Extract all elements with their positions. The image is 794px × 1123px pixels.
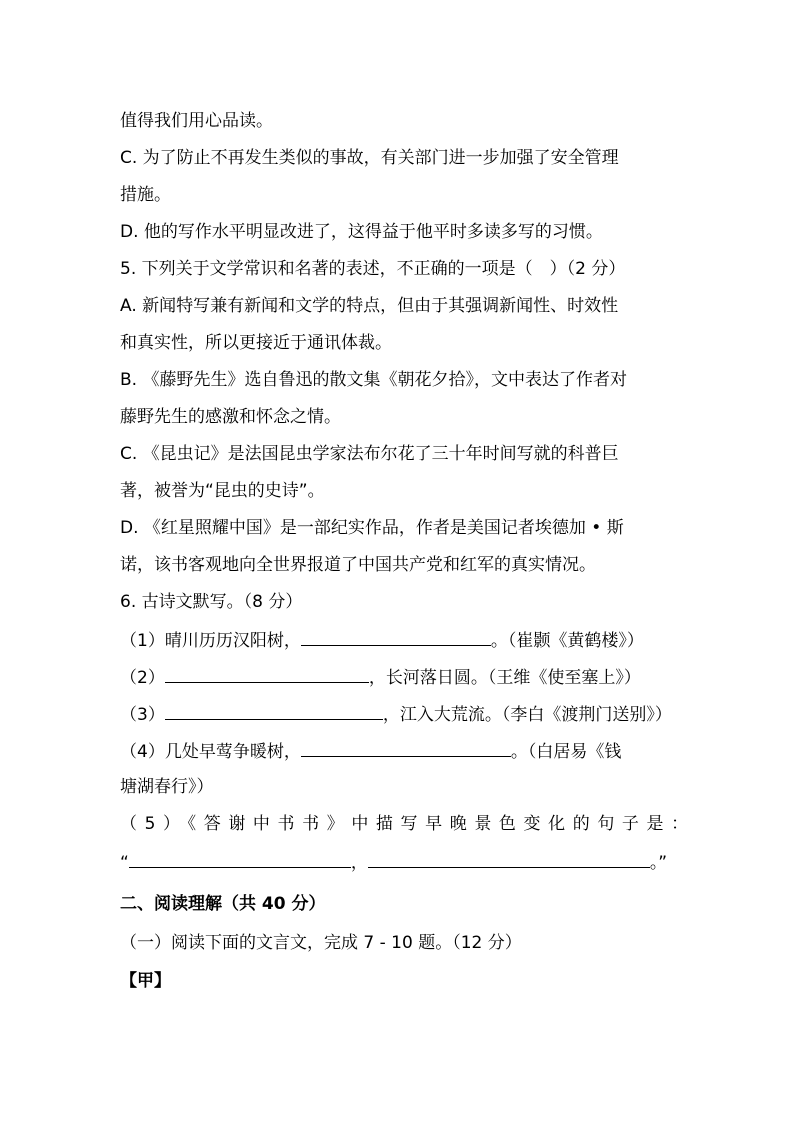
q6-item-4-prefix: （4）几处早莺争暖树，: [120, 742, 301, 762]
answer-blank[interactable]: [165, 664, 369, 683]
question-6: 6. 古诗文默写。（8 分）: [120, 592, 303, 612]
text-line: 藤野先生的感激和怀念之情。: [120, 407, 341, 427]
option-b-q5: B. 《藤野先生》选自鲁迅的散文集《朝花夕拾》，文中表达了作者对: [120, 370, 627, 390]
answer-blank[interactable]: [301, 738, 511, 757]
option-a-q5: A. 新闻特写兼有新闻和文学的特点，但由于其强调新闻性、时效性: [120, 296, 619, 316]
q6-item-5: （5）《答谢中书书》中描写早晚景色变化的句子是：: [120, 814, 696, 834]
q6-item-3-prefix: （3）: [120, 705, 165, 725]
q6-item-1-prefix: （1）晴川历历汉阳树，: [120, 631, 301, 651]
q6-item-1: [120, 627, 680, 653]
q6-item-3: [120, 701, 680, 727]
q6-item-3-suffix: ，江入大荒流。（李白《渡荆门送别》）: [382, 705, 672, 725]
q6-item-4-continued: 塘湖春行》）: [120, 777, 214, 797]
question-5: 5. 下列关于文学常识和名著的表述，不正确的一项是（ ）（2 分）: [120, 259, 626, 279]
q6-item-4-suffix: 。（白居易《钱: [510, 742, 622, 762]
close-quote: 。”: [649, 853, 668, 873]
q6-item-4: [120, 738, 680, 764]
answer-blank[interactable]: [301, 627, 491, 646]
passage-label: 【甲】: [120, 971, 171, 991]
text-line: 和真实性，所以更接近于通讯体裁。: [120, 333, 392, 353]
q6-item-5-answers: [120, 849, 680, 875]
answer-blank[interactable]: [129, 849, 351, 868]
option-c-q5: C. 《昆虫记》是法国昆虫学家法布尔花了三十年时间写就的科普巨: [120, 444, 619, 464]
q6-item-2-prefix: （2）: [120, 668, 165, 688]
answer-blank[interactable]: [368, 849, 650, 868]
text-line: 措施。: [120, 185, 171, 205]
q6-item-2-suffix: ，长河落日圆。（王维《使至塞上》）: [368, 668, 641, 688]
subsection-heading: （一）阅读下面的文言文，完成 7 - 10 题。（12 分）: [120, 933, 522, 953]
text-line: 著，被誉为“昆虫的史诗”。: [120, 481, 325, 501]
option-d-q4: D. 他的写作水平明显改进了，这得益于他平时多读多写的习惯。: [120, 222, 603, 242]
comma: ，: [350, 853, 368, 873]
answer-blank[interactable]: [165, 701, 383, 720]
option-c-q4: C. 为了防止不再发生类似的事故，有关部门进一步加强了安全管理: [120, 148, 619, 168]
open-quote: “: [120, 853, 129, 873]
section-heading: 二、阅读理解（共 40 分）: [120, 894, 326, 914]
text-line: 值得我们用心品读。: [120, 111, 273, 131]
option-d-q5: D. 《红星照耀中国》是一部纪实作品，作者是美国记者埃德加 • 斯: [120, 518, 624, 538]
q6-item-1-suffix: 。（崔颢《黄鹤楼》）: [490, 631, 644, 651]
text-line: 诺，该书客观地向全世界报道了中国共产党和红军的真实情况。: [120, 555, 596, 575]
q6-item-2: [120, 664, 680, 690]
